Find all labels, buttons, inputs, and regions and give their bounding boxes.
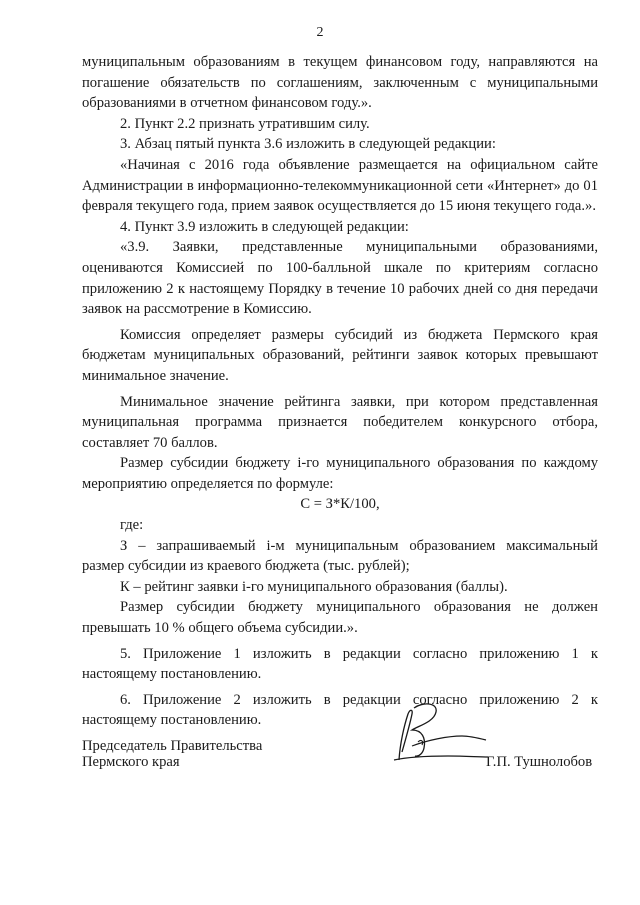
document-body [82,52,598,731]
paragraph: где: [120,517,144,534]
position-line-1: Председатель Правительства [82,738,263,754]
paragraph: К – рейтинг заявки i-го муниципального образования (баллы). [120,578,508,595]
paragraph: 5. Приложение 1 изложить в редакции согласно приложению 1 к настоящему постановлению. [82,645,598,683]
paragraph: Размер субсидии бюджету i-го муниципального образования по каждому мероприятию определяется по формуле: [82,455,598,492]
position-line-2: Пермского края [82,754,180,770]
paragraph: Минимальное значение рейтинга заявки, при котором представленная муниципальная программа признается победителем конкурсного отбора, составляет 70 баллов. [82,393,598,451]
signatory-position [82,738,262,770]
paragraph: Размер субсидии бюджету муниципального образования не должен превышать 10 % общего объема субсидии.». [82,599,598,637]
paragraph: 6. Приложение 2 изложить в редакции согласно приложению 2 к настоящему постановлению. [82,691,598,729]
paragraph: 3. Абзац пятый пункта 3.6 изложить в следующей редакции: [120,136,496,153]
paragraph: муниципальным образованиям в текущем финансовом году, направляются на погашение обязательств по соглашениям, заключенным с муниципальными образованиями в отчетном финансовом году.». [82,54,598,112]
signer-name: Г.П. Тушнолобов [486,754,593,770]
paragraph: Комиссия определяет размеры субсидий из бюджета Пермского края бюджетам муниципальных образований, рейтинги заявок которых превышают минимальное значение. [82,326,598,384]
handwritten-signature [388,700,488,768]
paragraph: 2. Пункт 2.2 признать утратившим силу. [120,115,370,132]
paragraph: «Начиная с 2016 года объявление размещается на официальном сайте Администрации в информационно-телекоммуникационной сети «Интернет» до 01 февраля текущего года, прием заявок осуществляется до 15 июня текущего года.». [82,156,598,215]
paragraph: 4. Пункт 3.9 изложить в следующей редакции: [120,218,409,235]
page-number: 2 [316,25,324,40]
formula: C = З*К/100, [300,496,380,513]
paragraph: «3.9. Заявки, представленные муниципальными образованиями, оцениваются Комиссией по 100-балльной шкале по критериям согласно приложению 2 к настоящему Порядку в течение 10 рабочих дней со дня передачи заявок на рассмотрение в Комиссию. [82,239,598,318]
paragraph: З – запрашиваемый i-м муниципальным образованием максимальный размер субсидии из краевого бюджета (тыс. рублей); [82,537,598,575]
